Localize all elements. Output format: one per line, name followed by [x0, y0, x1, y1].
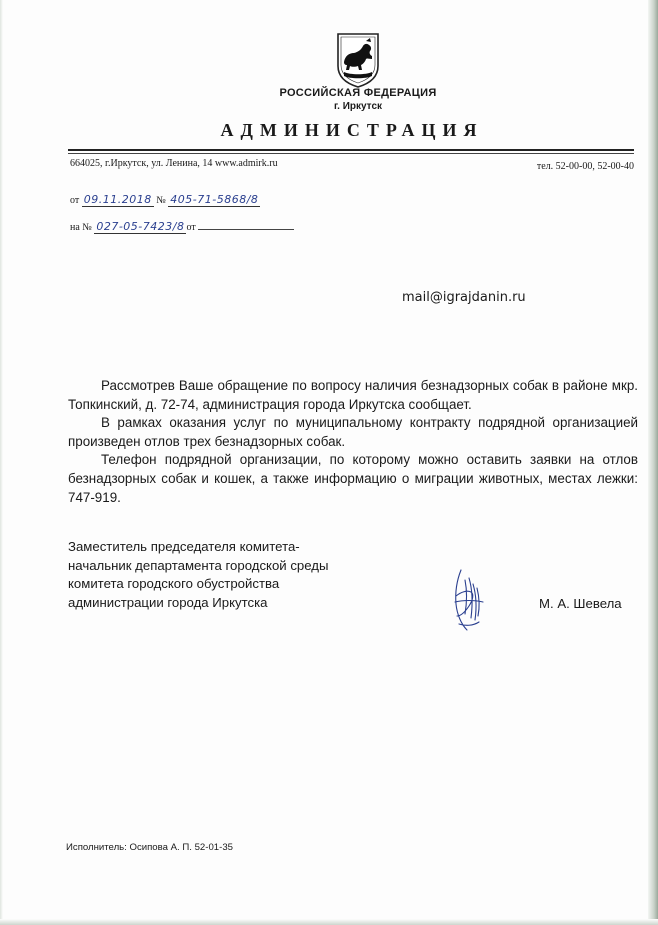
body-paragraph-1: Рассмотрев Ваше обращение по вопросу наличия безнадзорных собак в районе мкр. Топкинский, д. 72-74, администрация города Иркутска сообщает. [68, 378, 638, 412]
body-paragraph-2: В рамках оказания услуг по муниципальному контракту подрядной организацией произведен отлов трех безнадзорных собак. [68, 415, 638, 449]
header-divider [68, 149, 634, 151]
scan-edge-bottom [0, 919, 658, 925]
reference-prefix: на № [70, 222, 92, 233]
sender-address: 664025, г.Иркутск, ул. Ленина, 14 www.admirk.ru [70, 158, 278, 169]
reference-number: 027-05-7423/8 [96, 220, 185, 233]
letter-body [68, 377, 638, 507]
outgoing-registration [70, 193, 260, 207]
country-name: РОССИЙСКАЯ ФЕДЕРАЦИЯ [279, 87, 437, 99]
outgoing-date: 09.11.2018 [83, 193, 152, 206]
sender-phones: тел. 52-00-00, 52-00-40 [536, 161, 634, 172]
signer-position [68, 538, 328, 612]
recipient-email: mail@igrajdanin.ru [402, 290, 526, 305]
date-prefix: от [70, 195, 80, 206]
header-divider-thin [68, 153, 634, 154]
position-line-3: комитета городского обустройства [68, 576, 280, 591]
reference-date-blank [198, 220, 294, 230]
body-paragraph-3: Телефон подрядной организации, по которому можно оставить заявки на отлов безнадзорных собак и кошек, а также информацию о миграции животных, местах лежки: 747-919. [68, 452, 638, 505]
position-line-1: Заместитель председателя комитета- [68, 539, 300, 554]
document-title: АДМИНИСТРАЦИЯ [220, 120, 484, 140]
reference-date-prefix: от [186, 222, 196, 233]
city-name: г. Иркутск [333, 101, 383, 112]
outgoing-number: 405-71-5868/8 [170, 193, 259, 206]
position-line-2: начальник департамента городской среды [68, 557, 329, 573]
position-line-4: администрации города Иркутска [68, 594, 268, 610]
executor-info: Исполнитель: Осипова А. П. 52-01-35 [66, 842, 233, 853]
irkutsk-coat-of-arms-icon [334, 32, 382, 88]
number-prefix: № [156, 195, 166, 206]
reference-registration [70, 220, 294, 234]
signer-name: М. А. Шевела [539, 596, 622, 611]
handwritten-signature-icon [447, 566, 487, 634]
